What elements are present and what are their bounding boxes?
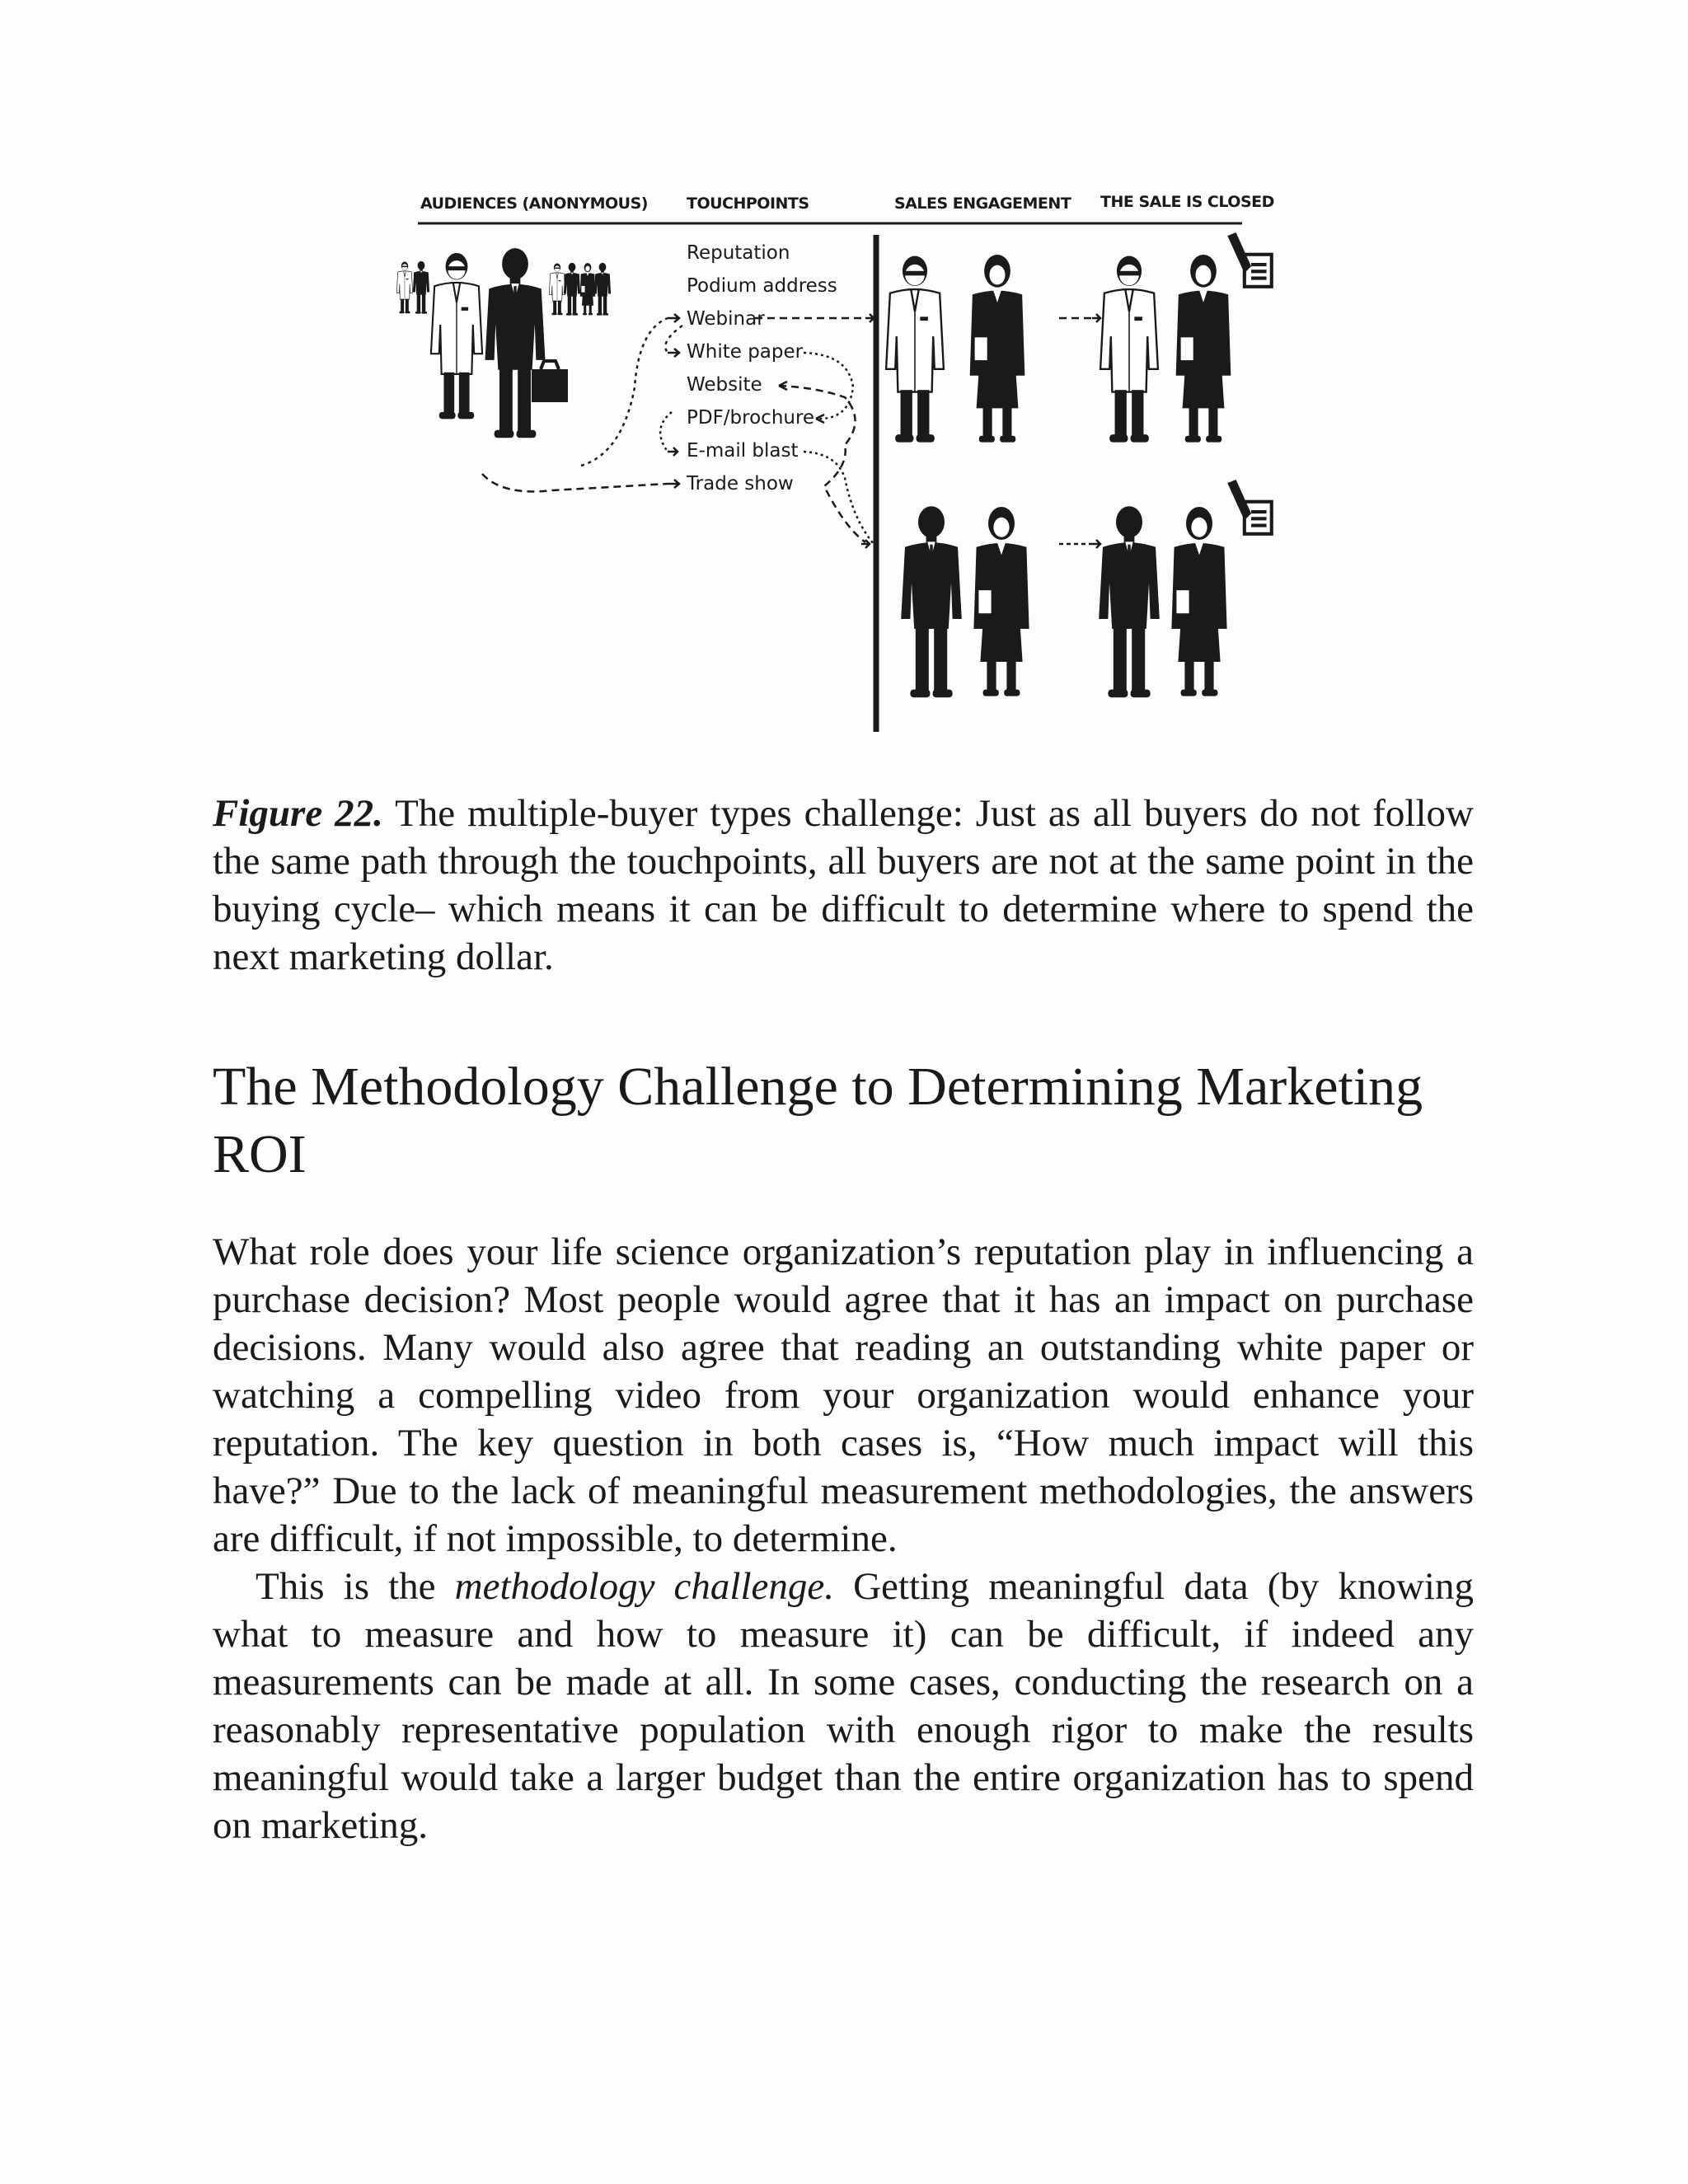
figure-22-illustration [387, 181, 1302, 742]
header-touchpoints: TOUCHPOINTS [687, 194, 809, 213]
header-audiences: AUDIENCES (ANONYMOUS) [420, 194, 648, 213]
touchpoint-reputation: Reputation [687, 242, 790, 264]
sale-closed-top-pair [1100, 232, 1272, 443]
touchpoint-website: Website [687, 374, 762, 396]
touchpoint-trade-show: Trade show [687, 473, 794, 494]
paragraph-2-intro: This is the [256, 1565, 455, 1608]
paragraph-2 [213, 1563, 1474, 1849]
paragraph-2-emphasis: methodology challenge. [454, 1565, 834, 1608]
sales-engagement-bottom-pair [901, 506, 1029, 697]
figure-label: Figure 22. [213, 792, 383, 835]
sales-engagement-top-pair [886, 255, 1025, 443]
touchpoint-podium-address: Podium address [687, 275, 837, 297]
header-sales-engagement: SALES ENGAGEMENT [894, 194, 1071, 213]
touchpoint-list [686, 242, 837, 494]
touchpoint-white-paper: White paper [687, 341, 804, 363]
paragraph-2-rest: Getting meaningful data (by knowing what to measure and how to measure it) can be difficult, if indeed any measurements can be made at all. In some cases, conducting the research on a reasonably representative population with enough rigor to make the results meaningful would take a larger budget than the entire organization has to spend on marketing. [213, 1565, 1474, 1847]
audience-group [396, 248, 611, 438]
contract-signing-icon [1227, 480, 1271, 534]
touchpoint-pdf-brochure: PDF/brochure [687, 407, 815, 429]
section-heading: The Methodology Challenge to Determining Marketing ROI [213, 1057, 1423, 1184]
touchpoint-webinar: Webinar [687, 308, 765, 330]
header-sale-closed: THE SALE IS CLOSED [1100, 193, 1274, 211]
figure-caption-text: The multiple-buyer types challenge: Just as all buyers do not follow the same path through the touchpoints, all buyers are not at the same point in the buying cycle– which means it can be difficult to determine where to spend the next marketing dollar. [213, 792, 1474, 978]
figure-caption [213, 790, 1474, 981]
sale-closed-bottom-pair [1099, 480, 1272, 697]
body-text [213, 1228, 1474, 1849]
touchpoint-email-blast: E-mail blast [687, 440, 799, 462]
paragraph-1: What role does your life science organization’s reputation play in influencing a purchase decision? Most people would agree that it has an impact on purchase decisions. Many would also agree that reading an outstanding white paper or watching a compelling video from your organization would enhance your reputation. The key question in both cases is, “How much impact will this have?” Due to the lack of meaningful measurement methodologies, the answers are difficult, if not impossible, to determine. [213, 1230, 1474, 1560]
contract-signing-icon [1227, 232, 1271, 287]
